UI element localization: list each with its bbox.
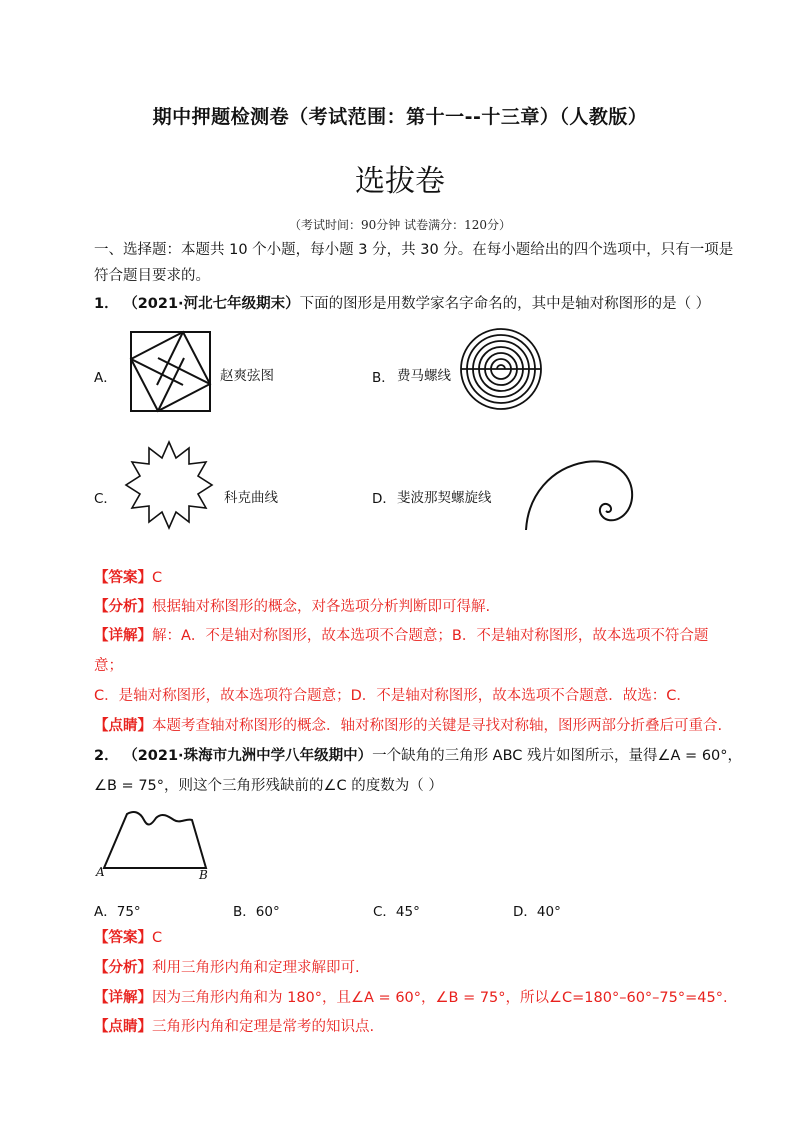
q2-option-c: C．45°	[373, 904, 420, 920]
question-source: （2021·珠海市九洲中学八年级期中）	[123, 748, 373, 764]
fermat-spiral-icon	[456, 324, 546, 414]
koch-curve-icon	[122, 438, 216, 532]
question-text: 一个缺角的三角形 ABC 残片如图所示，量得∠A = 60°，	[372, 748, 743, 764]
comment-tag: 【点睛】	[94, 718, 152, 734]
detail-tag: 【详解】	[94, 990, 152, 1006]
question-2-stem-line2: ∠B = 75°，则这个三角形残缺前的∠C 的度数为（ ）	[94, 778, 443, 794]
option-c-letter: C．	[94, 491, 117, 507]
question-1-stem	[94, 294, 714, 314]
q2-detail	[94, 988, 728, 1008]
q2-analysis	[94, 958, 714, 978]
question-2-stem-line1	[94, 746, 743, 766]
comment-text: 本题考查轴对称图形的概念．轴对称图形的关键是寻找对称轴，图形两部分折叠后可重合.	[152, 718, 723, 734]
section-instructions-line2: 符合题目要求的。	[94, 268, 210, 284]
analysis-tag: 【分析】	[94, 960, 152, 976]
exam-note: （考试时间：90分钟 试卷满分：120分）	[289, 218, 511, 232]
fibonacci-spiral-icon	[520, 456, 638, 532]
vertex-a-label: A	[96, 865, 105, 879]
analysis-text: 根据轴对称图形的概念，对各选项分析判断即可得解.	[152, 599, 491, 615]
q2-comment	[94, 1017, 714, 1037]
answer-tag: 【答案】	[94, 570, 152, 586]
zhao-shuang-diagram-icon	[130, 331, 211, 412]
analysis-text: 利用三角形内角和定理求解即可.	[152, 960, 360, 976]
q2-option-a: A．75°	[94, 904, 141, 920]
q1-analysis	[94, 597, 714, 617]
q1-comment	[94, 716, 723, 736]
option-d-letter: D．	[372, 491, 396, 507]
q1-answer	[94, 568, 714, 588]
option-d-caption: 斐波那契螺旋线	[397, 490, 492, 506]
detail-text: 因为三角形内角和为 180°，且∠A = 60°，∠B = 75°，所以∠C=180°–60°–75°=45°.	[152, 990, 728, 1006]
question-number: 1．	[94, 296, 119, 312]
q1-detail-line3: C．是轴对称图形，故本选项符合题意；D．不是轴对称图形，故本选项不合题意．故选：C．	[94, 688, 691, 704]
section-instructions-line1: 一、选择题：本题共 10 个小题，每小题 3 分，共 30 分。在每小题给出的四个选项中，只有一项是	[94, 242, 734, 258]
answer-value: C	[152, 570, 163, 586]
answer-value: C	[152, 930, 163, 946]
option-b-caption: 费马螺线	[397, 368, 451, 384]
q2-option-d: D．40°	[513, 904, 561, 920]
comment-tag: 【点睛】	[94, 1019, 152, 1035]
question-source: （2021·河北七年级期末）	[123, 296, 300, 312]
vertex-b-label: B	[199, 868, 208, 882]
comment-text: 三角形内角和定理是常考的知识点.	[152, 1019, 375, 1035]
page-subtitle: 选拔卷	[355, 164, 445, 199]
analysis-tag: 【分析】	[94, 599, 152, 615]
option-a-letter: A．	[94, 370, 117, 386]
option-b-letter: B．	[372, 370, 395, 386]
q2-answer	[94, 928, 714, 948]
page-title: 期中押题检测卷（考试范围：第十一--十三章）（人教版）	[152, 106, 648, 128]
broken-triangle-figure	[94, 806, 214, 886]
question-text: 下面的图形是用数学家名字命名的，其中是轴对称图形的是（ ）	[299, 296, 711, 312]
detail-text: 解：A．不是轴对称图形，故本选项不合题意；B．不是轴对称图形，故本选项不符合题	[152, 628, 709, 644]
question-number: 2．	[94, 748, 119, 764]
answer-tag: 【答案】	[94, 930, 152, 946]
q2-option-b: B．60°	[233, 904, 280, 920]
detail-tag: 【详解】	[94, 628, 152, 644]
option-c-caption: 科克曲线	[224, 490, 278, 506]
q1-detail-line1	[94, 626, 714, 646]
option-a-caption: 赵爽弦图	[220, 368, 274, 384]
q1-detail-line2: 意；	[94, 658, 123, 674]
